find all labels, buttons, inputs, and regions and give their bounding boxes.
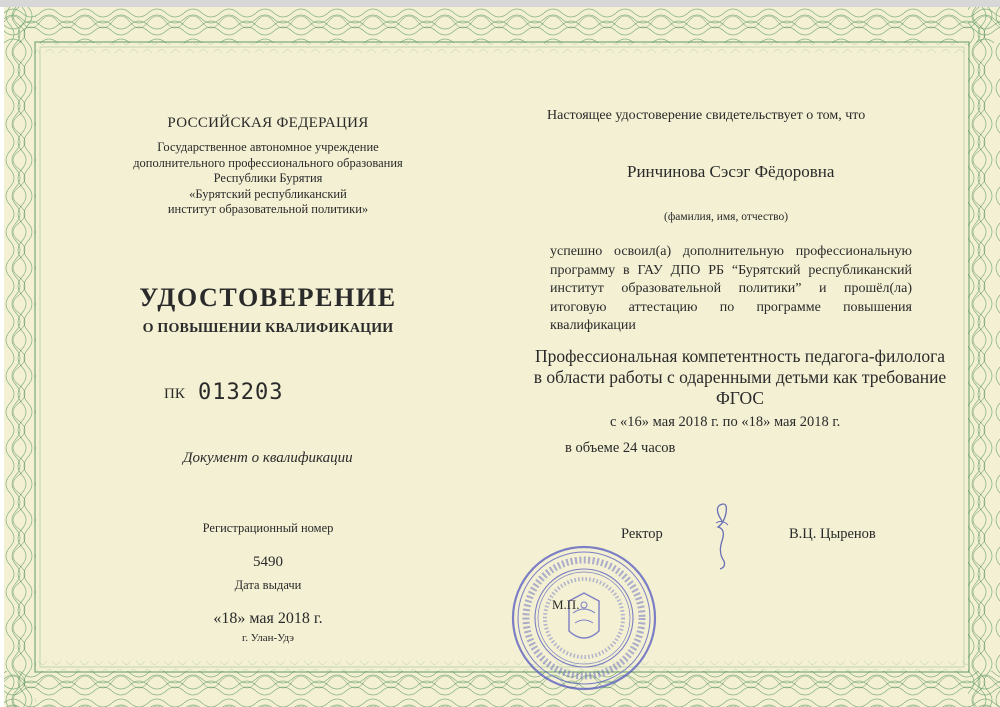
country-heading: РОССИЙСКАЯ ФЕДЕРАЦИЯ [167,115,369,131]
org-line: Государственное автономное учреждение [157,140,379,154]
document-title: УДОСТОВЕРЕНИЕ [139,283,397,312]
course-volume: в объеме 24 часов [565,440,676,456]
stamp-place-label: М.П. [552,597,580,612]
holder-name-caption: (фамилия, имя, отчество) [664,211,789,223]
holder-name: Ринчинова Сэсэг Фёдоровна [627,162,835,181]
program-title: Профессиональная компетентность педагога-филолога в области работы с одаренными детьми как требование ФГОС [533,346,947,408]
issue-date-label: Дата выдачи [234,578,302,592]
issue-date: «18» мая 2018 г. [213,610,323,627]
official-seal [509,543,659,693]
document-subtitle: О ПОВЫШЕНИИ КВАЛИФИКАЦИИ [142,321,394,336]
registration-label: Регистрационный номер [202,521,334,535]
certificate-sheet [4,7,1000,707]
document-type: Документ о квалификации [183,450,353,466]
rector-signature [704,501,744,571]
org-line: дополнительного профессионального образования [133,155,403,170]
rector-label: Ректор [621,526,663,542]
certificate-number: 013203 [198,380,284,405]
org-line: институт образовательной политики» [167,202,369,216]
issuing-organization [118,140,418,218]
study-period: с «16» мая 2018 г. по «18» мая 2018 г. [610,414,841,430]
scan-top-edge [0,0,1000,7]
registration-number: 5490 [253,554,283,570]
series-code: ПК [164,386,185,402]
certifies-statement: Настоящее удостоверение свидетельствует о том, что [547,108,866,123]
org-line: «Бурятский республиканский [189,186,347,201]
issue-city: г. Улан-Удэ [241,632,295,644]
org-line: Республики Бурятия [213,171,323,185]
completion-paragraph: успешно освоил(а) дополнительную профессиональную программу в ГАУ ДПО РБ “Бурятский республиканский институт образовательной политики” и прошёл(ла) итоговую аттестацию по программе повышения квалификации [550,244,912,333]
rector-name: В.Ц. Цыренов [789,526,876,542]
